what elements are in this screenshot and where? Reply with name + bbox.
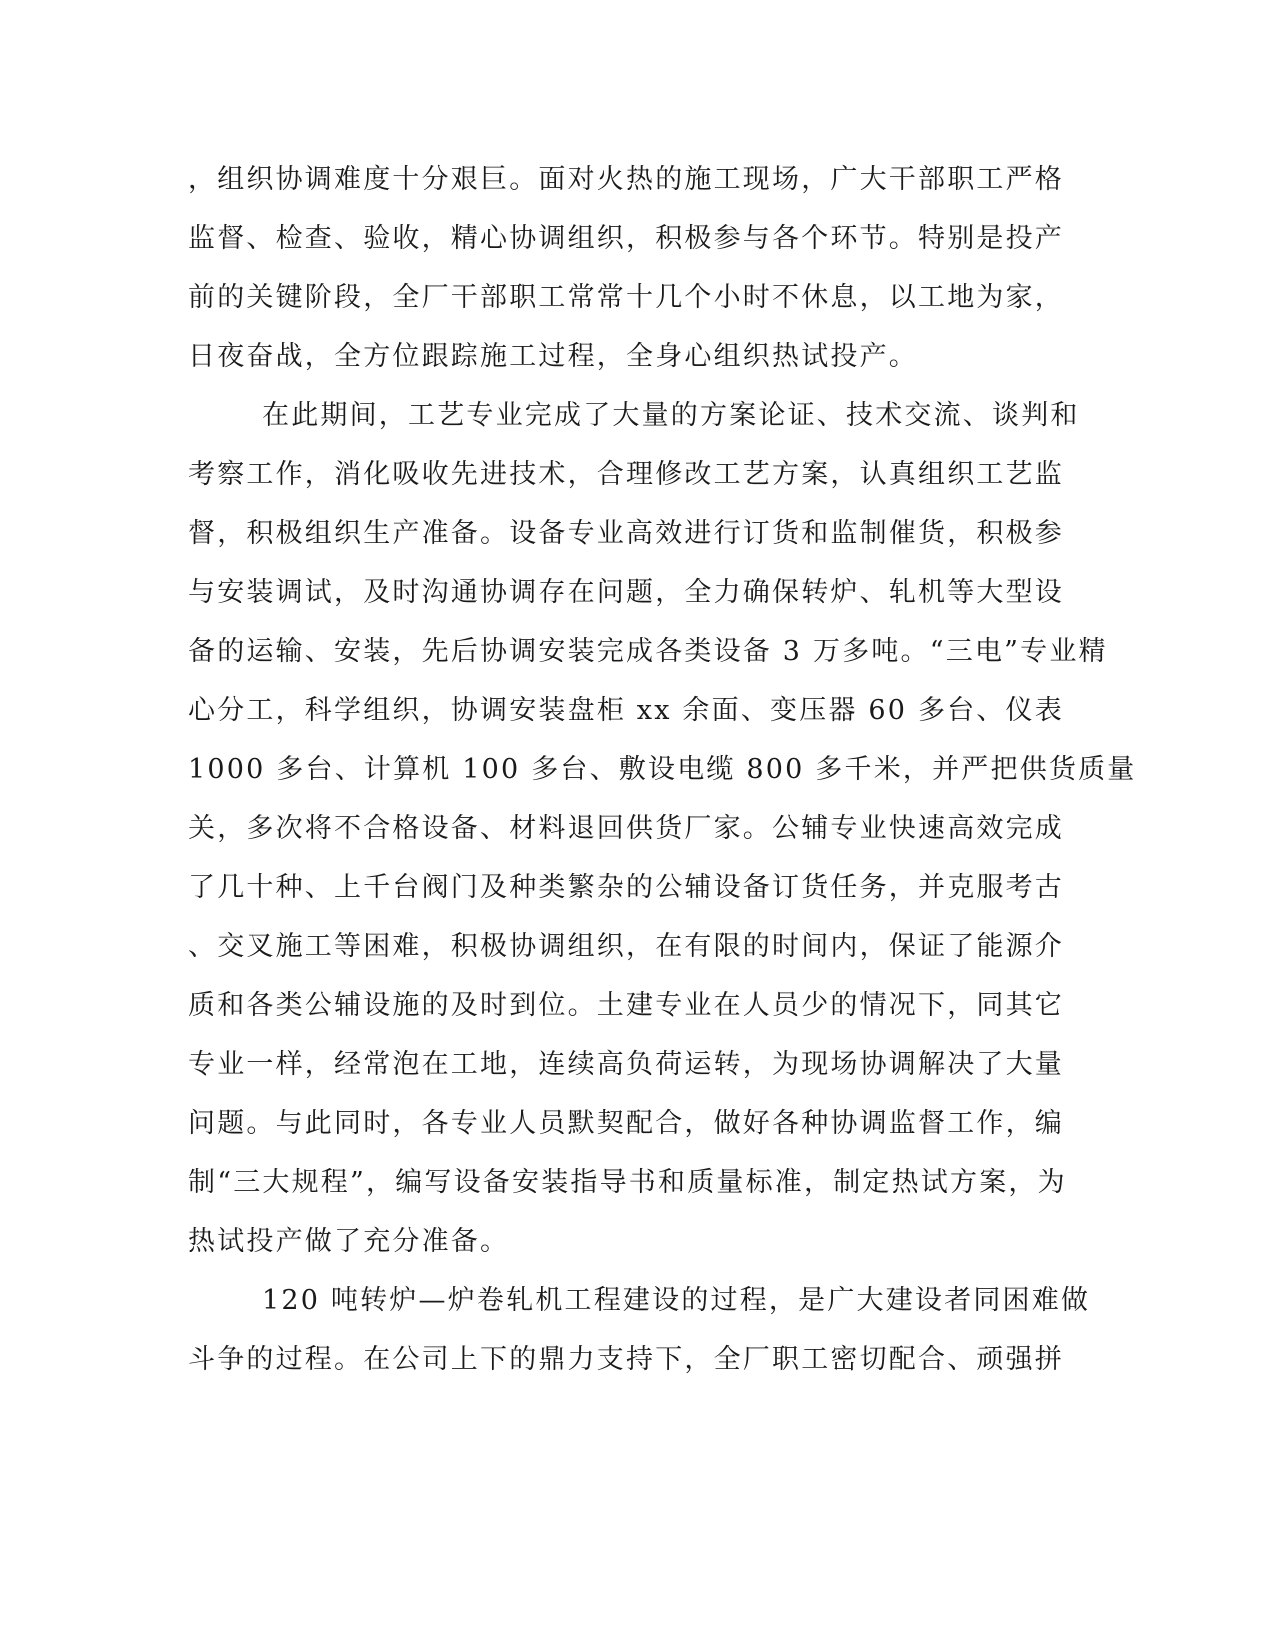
text-line: 前的关键阶段，全厂干部职工常常十几个小时不休息，以工地为家， (188, 282, 1064, 313)
text-line: 斗争的过程。在公司上下的鼎力支持下，全厂职工密切配合、顽强拼 (188, 1344, 1064, 1375)
text-line: 监督、检查、验收，精心协调组织，积极参与各个环节。特别是投产 (188, 223, 1064, 254)
text-line: 与安装调试，及时沟通协调存在问题，全力确保转炉、轧机等大型设 (188, 577, 1064, 608)
paragraph-start-line: 120 吨转炉—炉卷轧机工程建设的过程，是广大建设者同困难做 (262, 1285, 1091, 1316)
text-line: 制“三大规程”，编写设备安装指导书和质量标准，制定热试方案，为 (188, 1167, 1067, 1198)
text-line: 质和各类公辅设施的及时到位。土建专业在人员少的情况下，同其它 (188, 990, 1064, 1021)
text-line: 考察工作，消化吸收先进技术，合理修改工艺方案，认真组织工艺监 (188, 459, 1064, 490)
text-line: 备的运输、安装，先后协调安装完成各类设备 3 万多吨。“三电”专业精 (188, 636, 1108, 667)
text-line: 了几十种、上千台阀门及种类繁杂的公辅设备订货任务，并克服考古 (188, 872, 1064, 903)
text-line: 日夜奋战，全方位跟踪施工过程，全身心组织热试投产。 (188, 341, 918, 372)
text-line: 心分工，科学组织，协调安装盘柜 xx 余面、变压器 60 多台、仪表 (188, 695, 1064, 726)
text-line: 关，多次将不合格设备、材料退回供货厂家。公辅专业快速高效完成 (188, 813, 1064, 844)
text-line: 专业一样，经常泡在工地，连续高负荷运转，为现场协调解决了大量 (188, 1049, 1064, 1080)
text-line: 热试投产做了充分准备。 (188, 1226, 510, 1257)
text-line: 问题。与此同时，各专业人员默契配合，做好各种协调监督工作，编 (188, 1108, 1064, 1139)
paragraph-start-line: 在此期间，工艺专业完成了大量的方案论证、技术交流、谈判和 (262, 400, 1080, 431)
text-line: 督，积极组织生产准备。设备专业高效进行订货和监制催货，积极参 (188, 518, 1064, 549)
text-line: 、交叉施工等困难，积极协调组织，在有限的时间内，保证了能源介 (188, 931, 1064, 962)
text-line: 1000 多台、计算机 100 多台、敷设电缆 800 多千米，并严把供货质量 (188, 754, 1137, 785)
text-line: ，组织协调难度十分艰巨。面对火热的施工现场，广大干部职工严格 (188, 164, 1064, 195)
